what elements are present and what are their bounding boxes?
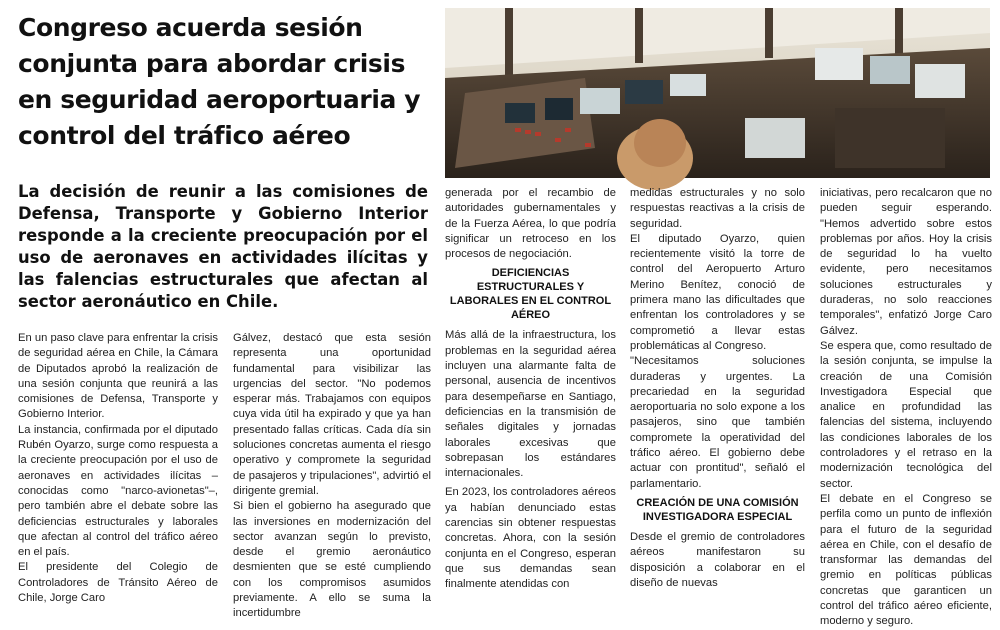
subheading: DEFICIENCIAS ESTRUCTURALES Y LABORALES EN EL CONTROL AÉREO	[449, 267, 612, 322]
headline: Congreso acuerda sesión conjunta para abordar crisis en seguridad aeroportuaria y control del tráfico aéreo	[18, 13, 421, 150]
paragraph: El debate en el Congreso se perfila como un punto de inflexión para el futuro de la seguridad aérea en Chile, con el desafío de transformar las demandas del gremio en políticas públicas concretas que garanticen un control del tráfico aéreo eficiente, moderno y seguro.	[820, 492, 992, 628]
paragraph: generada por el recambio de autoridades gubernamentales y de la Fuerza Aérea, lo que podría significar un retroceso en los procesos de negociación.	[445, 187, 616, 261]
column-4	[630, 186, 805, 591]
paragraph: iniciativas, pero recalcaron que no pueden seguir esperando. "Hemos advertido sobre estos problemas por años. Hoy la crisis de seguridad lo ha vuelto evidente, pero necesitamos soluciones estructurales y duraderas, no solo reacciones temporales", enfatizó Jorge Caro Gálvez.	[820, 187, 992, 337]
paragraph: El diputado Oyarzo, quien recientemente visitó la torre de control del Aeropuerto Arturo Merino Benítez, conoció de primera mano las dificultades que enfrentan los controladores y se comprometió a llevar estas problemáticas al Congreso.	[630, 232, 805, 352]
paragraph: Más allá de la infraestructura, los problemas en la seguridad aérea incluyen una alarmante falta de personal, ausencia de incentivos para desempeñarse en Santiago, deficiencias en la transmisión de señales digitales y jornadas laborales excesivas que sobrepasan los estándares internacionales.	[445, 329, 616, 480]
subheading: CREACIÓN DE UNA COMISIÓN INVESTIGADORA ESPECIAL	[636, 496, 799, 523]
control-tower-photo	[445, 8, 990, 178]
column-3	[445, 186, 616, 593]
paragraph: Gálvez, destacó que esta sesión representa una oportunidad fundamental para visibilizar las urgencias del sector. "No podemos esperar más. Trabajamos con equipos cuya vida útil ha expirado y que ya han presentado fallas críticas. Cada día sin soluciones concretas aumenta el riesgo operativo y compromete la seguridad de pasajeros y tripulaciones", advirtió el dirigente gremial.	[233, 332, 431, 497]
lede: La decisión de reunir a las comisiones de Defensa, Transporte y Gobierno Interior responde a la creciente preocupación por el uso de aeronaves en actividades ilícitas y las falencias estructurales que afectan al sector aeronáutico en Chile.	[18, 182, 428, 311]
paragraph: En un paso clave para enfrentar la crisis de seguridad aérea en Chile, la Cámara de Diputados aprobó la realización de una sesión conjunta que reunirá a las comisiones de Defensa, Transporte y Gobierno Interior.	[18, 332, 218, 421]
column-5	[820, 186, 992, 630]
column-1	[18, 331, 218, 606]
paragraph: Se espera que, como resultado de la sesión conjunta, se impulse la creación de una Comisión Investigadora Especial que analice en profundidad las falencias del sistema, incluyendo las condiciones laborales de los controladores y el retraso en la modernización tecnológica del sector.	[820, 339, 992, 490]
column-2	[233, 331, 431, 622]
paragraph: medidas estructurales y no solo respuestas reactivas a la crisis de seguridad.	[630, 187, 805, 230]
paragraph: Desde el gremio de controladores aéreos manifestaron su disposición a colaborar en el diseño de nuevas	[630, 530, 805, 589]
paragraph: En 2023, los controladores aéreos ya habían denunciado estas carencias sin obtener respuestas concretas. Ahora, con la sesión conjunta en el Congreso, esperan que sus demandas sean finalmente atendidas con	[445, 486, 616, 591]
paragraph: Si bien el gobierno ha asegurado que las inversiones en modernización del sector avanzan según lo previsto, desde el gremio aeronáutico desmienten que se esté cumpliendo con los compromisos asumidos previamente. A ello se suma la incertidumbre	[233, 500, 431, 620]
paragraph: "Necesitamos soluciones duraderas y urgentes. La precariedad en la seguridad aeroportuaria no solo expone a los pasajeros, sino que también compromete la operatividad del tráfico aéreo. El gobierno debe actuar con prontitud", señaló el parlamentario.	[630, 355, 805, 490]
paragraph: La instancia, confirmada por el diputado Rubén Oyarzo, surge como respuesta a la creciente preocupación por el uso de aeronaves en actividades ilícitas –conocidas como "narco-avionetas"–, pero también abre el debate sobre las deficiencias estructurales y laborales que afectan al control del tráfico aéreo en el país.	[18, 423, 218, 559]
paragraph: El presidente del Colegio de Controladores de Tránsito Aéreo de Chile, Jorge Caro	[18, 561, 218, 605]
